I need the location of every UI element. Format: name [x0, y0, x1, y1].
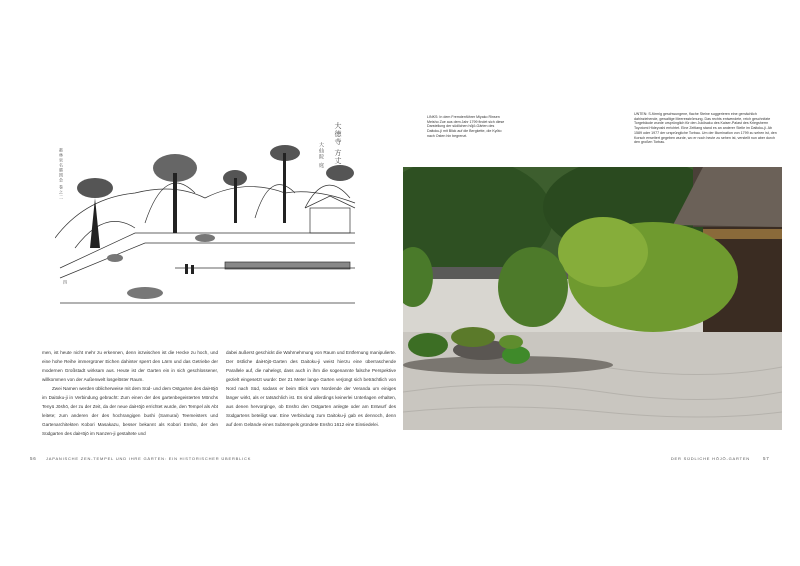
running-head-left: JAPANISCHE ZEN-TEMPEL UND IHRE GÄRTEN: EIN HISTORISCHER ÜBERBLICK [46, 456, 252, 461]
body-column-1 [42, 348, 218, 438]
page-number-left: 56 [30, 456, 37, 461]
body-paragraph: dabei äußerst geschickt die Wahrnehmung von Raum und Entfernung manipulierte. Der östliche daiHōjō-Garten des Daitoku-ji weist hierzu eine überraschende Parallele auf, die nahelegt, dass auch in ihm die sogenannte falsche Perspektive gezielt eingesetzt wurde: Der 21 Meter lange Garten verjüngt sich beträchtlich von Nord nach Süd, sodass er beim Blick vom Nordende der Veranda um einiges länger wirkt, als er tatsächlich ist. Es sind allerdings keinerlei Unterlagen erhalten, aus denen hervorginge, ob Enshū den Ostgarten anlegte oder am Entwurf des Südgartens beteiligt war. Eine Verbindung zum Daitoku-ji gab es dennoch, denn auf dem Gelände eines Subtempels gründete Enshū 1612 eine Einsiedelei. [226, 350, 396, 427]
caption-left: LINKS: In dem Fremdenführer Miyako Rinsen Meisho Zue aus dem Jahr 1799 findet sich diese Darstellung der südlichen hōjō-Gärten des Daitoku-ji mit Blick auf die Bergkette, die Kyōto nach Osten hin begrenzt. [427, 115, 505, 138]
illustration-subtitle: 大仙院 庭 [318, 142, 324, 169]
woodblock-garden-illustration [55, 118, 357, 308]
body-paragraph: men, ist heute nicht mehr zu erkennen, denn inzwischen ist die Hecke zu hoch, und eine hohe Reihe immergrüner Eichen dahinter sperrt den Lärm und das Getriebe der modernen Großstadt wirksam aus. Heute ist der Garten ein in sich geschlossener, willkommen von der Außenwelt losgelöster Raum. [42, 350, 218, 382]
illustration-title: 大徳寺 方丈 [334, 122, 341, 165]
body-paragraph: Zwei Namen werden üblicherweise mit dem Süd- und dem Ostgarten des daiHōjō im Daitoku-ji in Verbindung gebracht: Zum einen der des gartenbegeisterten Mönchs Tenyū Jōshō, der zu der Zeit, da der neue daiHōjō errichtet wurde, den Tempel als Abt leitete; zum anderen der des hochrangigen bushi (Samurai) Teemeisters und Gartenarchitekten Kobori Masakazu, besser bekannt als Kobori Enshū, der den Südgarten des daiHōjō im Nanzen-ji gestaltete und [42, 386, 218, 436]
page-number-right: 57 [763, 456, 770, 461]
illustration-page-mark: 四 [63, 280, 68, 285]
garden-photo [403, 167, 782, 430]
caption-right: UNTEN: S-förmig geschwungene, flache Steine suggerieren eine gemächlich dahinziehende, gewaltige Meeresströmung. Das rechts entwendete, reich geschnitzte Torgebäude wurde ursprünglich für den Jukōsaku des Kaiser-Palast des Kriegsherrn Toyotomi Hideyoshi errichtet. Eine Zeitlang stand es an anderer Stelle im Daitoku-ji. Ab 1589 oder 1977 der ursprüngliche Torbau. Um der Illumination von 1799 zu sehen ist, den Korsch erweitert gegeben wurde, wo er noch heute zu sehen ist, verstellt nun aber durch den großen Torbau. [634, 112, 777, 145]
running-head-right: DER SÜDLICHE HŌJŌ-GARTEN [670, 456, 750, 461]
illustration-vertical-label: 都林泉名勝図会 巻之二 [59, 148, 64, 201]
body-column-2 [226, 348, 396, 429]
